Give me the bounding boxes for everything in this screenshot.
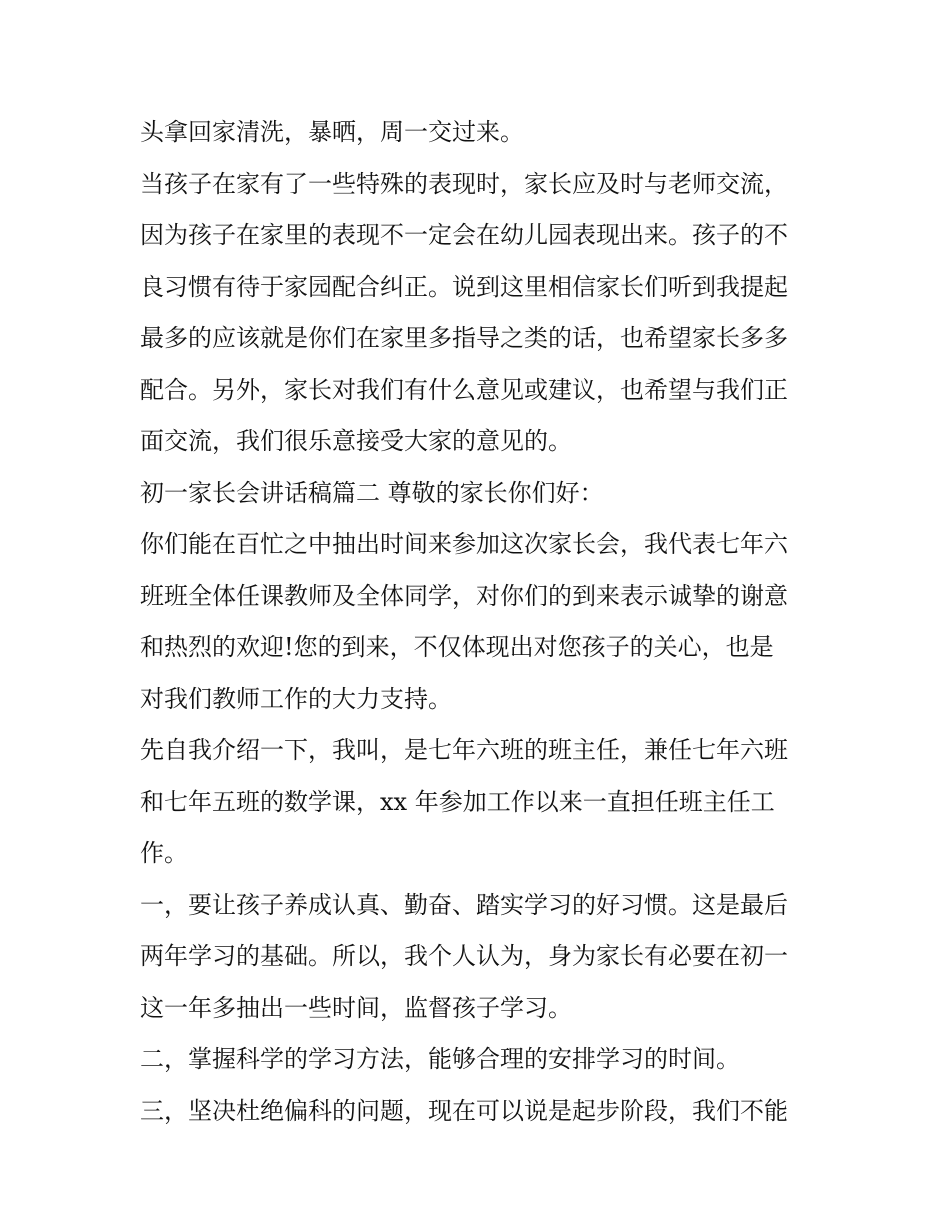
text-line: 你们能在百忙之中抽出时间来参加这次家长会，我代表七年六 — [140, 530, 788, 558]
text-line: 和七年五班的数学课，xx 年参加工作以来一直担任班主任工 — [140, 787, 775, 816]
text-line: 先自我介绍一下，我叫，是七年六班的班主任，兼任七年六班 — [140, 736, 788, 764]
text-line: 面交流，我们很乐意接受大家的意见的。 — [140, 427, 572, 455]
text-line: 班班全体任课教师及全体同学，对你们的到来表示诚挚的谢意 — [140, 581, 788, 610]
text-line: 一，要让孩子养成认真、勤奋、踏实学习的好习惯。这是最后 — [140, 890, 788, 919]
text-line: 头拿回家清洗，暴晒，周一交过来。 — [140, 118, 524, 146]
section-heading: 初一家长会讲话稿篇二 尊敬的家长你们好： — [140, 478, 604, 507]
text-line: 作。 — [140, 839, 188, 867]
text-line: 因为孩子在家里的表现不一定会在幼儿园表现出来。孩子的不 — [140, 221, 788, 249]
text-line: 三，坚决杜绝偏科的问题，现在可以说是起步阶段，我们不能 — [140, 1096, 788, 1125]
text-line: 两年学习的基础。所以，我个人认为，身为家长有必要在初一 — [140, 942, 788, 970]
text-line: 对我们教师工作的大力支持。 — [140, 684, 452, 713]
text-line: 配合。另外，家长对我们有什么意见或建议，也希望与我们正 — [140, 375, 788, 404]
document-body — [140, 107, 820, 1137]
text-line: 和热烈的欢迎!您的到来，不仅体现出对您孩子的关心，也是 — [140, 633, 774, 661]
text-line: 当孩子在家有了一些特殊的表现时，家长应及时与老师交流， — [140, 169, 788, 198]
text-line: 最多的应该就是你们在家里多指导之类的话，也希望家长多多 — [140, 324, 788, 352]
text-line: 良习惯有待于家园配合纠正。说到这里相信家长们听到我提起 — [140, 272, 788, 301]
text-line: 二，掌握科学的学习方法，能够合理的安排学习的时间。 — [140, 1045, 740, 1073]
text-line: 这一年多抽出一些时间，监督孩子学习。 — [140, 993, 572, 1022]
